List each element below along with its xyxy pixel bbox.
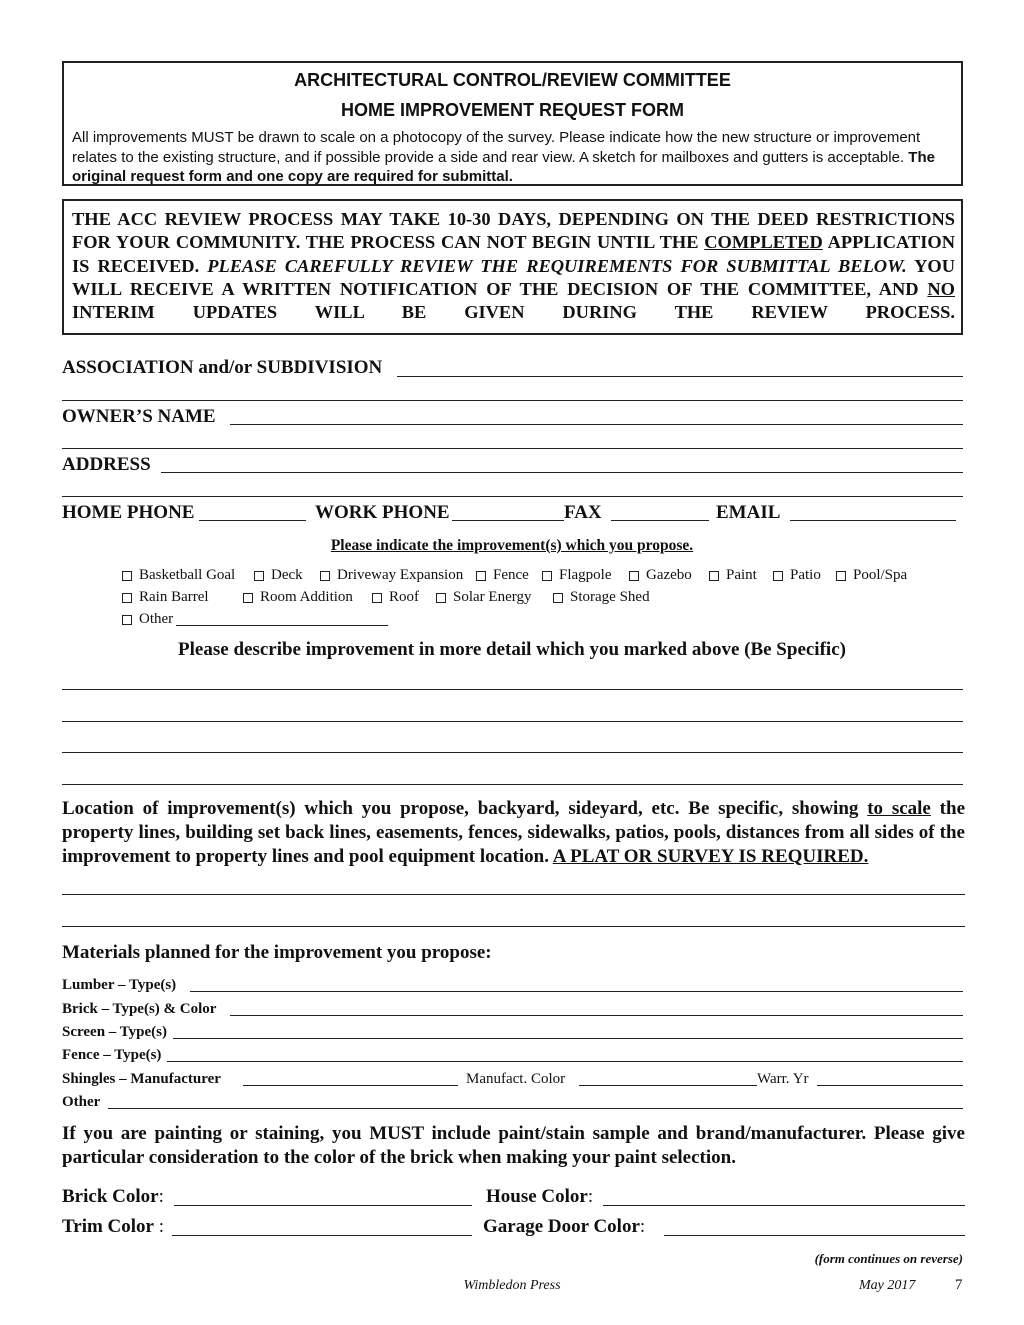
describe-line-2[interactable] — [62, 721, 963, 722]
option-label: Flagpole — [559, 567, 612, 583]
screen-line[interactable] — [173, 1038, 963, 1039]
manufact-color-line[interactable] — [579, 1085, 757, 1086]
email-line[interactable] — [790, 520, 956, 521]
checkbox-paint[interactable] — [709, 567, 757, 584]
checkbox-icon[interactable] — [320, 571, 330, 581]
brick-color-label: Brick Color: — [62, 1186, 164, 1207]
brick-color-text: Brick Color — [62, 1186, 159, 1207]
option-label: Solar Energy — [453, 589, 532, 605]
location-text — [62, 797, 965, 869]
checkbox-icon[interactable] — [372, 593, 382, 603]
notice-part2: APPLICATION IS RECEIVED. — [72, 232, 955, 276]
location-line-1[interactable] — [62, 894, 965, 895]
owner-label: OWNER’S NAME — [62, 406, 216, 427]
home-phone-label: HOME PHONE — [62, 502, 195, 523]
checkbox-icon[interactable] — [709, 571, 719, 581]
option-label: Roof — [389, 589, 419, 605]
option-label: Storage Shed — [570, 589, 650, 605]
work-phone-line[interactable] — [452, 520, 564, 521]
checkbox-icon[interactable] — [836, 571, 846, 581]
checkbox-icon[interactable] — [542, 571, 552, 581]
fence-type-line[interactable] — [167, 1061, 963, 1062]
describe-heading: Please describe improvement in more detail which you marked above (Be Specific) — [178, 639, 846, 660]
form-subtitle: HOME IMPROVEMENT REQUEST FORM — [340, 100, 684, 120]
checkbox-storage-shed[interactable] — [553, 589, 650, 606]
improvements-heading — [0, 537, 1024, 555]
association-line[interactable] — [397, 376, 963, 377]
notice-text — [72, 208, 955, 324]
describe-line-4[interactable] — [62, 784, 963, 785]
lumber-label: Lumber – Type(s) — [62, 977, 177, 993]
checkbox-icon[interactable] — [773, 571, 783, 581]
describe-line-3[interactable] — [62, 752, 963, 753]
checkbox-patio[interactable] — [773, 567, 821, 584]
location-part1: Location of improvement(s) which you propose, backyard, sideyard, etc. Be specific, showing — [62, 798, 859, 819]
option-label: Fence — [493, 567, 529, 583]
checkbox-flagpole[interactable] — [542, 567, 612, 584]
intro-bold: The original request form and one copy are required for submittal. — [72, 148, 935, 185]
checkbox-room-addition[interactable] — [243, 589, 353, 606]
location-line-2[interactable] — [62, 926, 965, 927]
work-phone-label: WORK PHONE — [315, 502, 450, 523]
fence-type-label: Fence – Type(s) — [62, 1047, 162, 1063]
option-label: Basketball Goal — [139, 567, 236, 583]
option-label: Other — [139, 611, 174, 627]
address-label: ADDRESS — [62, 454, 151, 475]
shingles-label: Shingles – Manufacturer — [62, 1071, 221, 1087]
owner-line[interactable] — [230, 424, 963, 425]
materials-heading: Materials planned for the improvement you propose: — [62, 942, 492, 963]
house-color-label: House Color: — [486, 1186, 594, 1207]
notice-completed: COMPLETED — [704, 232, 823, 253]
notice-part3: YOU WILL RECEIVE A WRITTEN NOTIFICATION OF THE DECISION OF THE COMMITTEE, AND — [72, 255, 955, 299]
manufact-color-label: Manufact. Color — [466, 1071, 566, 1087]
notice-italic: PLEASE CAREFULLY REVIEW THE REQUIREMENTS FOR SUBMITTAL BELOW. — [207, 255, 907, 276]
notice-part1: THE ACC REVIEW PROCESS MAY TAKE 10-30 DAYS, DEPENDING ON THE DEED RESTRICTIONS FOR YOUR COMMUNITY. THE PROCESS CAN NOT BEGIN UNTIL THE — [72, 209, 955, 253]
checkbox-gazebo[interactable] — [629, 567, 692, 584]
trim-color-text: Trim Color — [62, 1216, 154, 1237]
notice-part4: INTERIM UPDATES WILL BE GIVEN DURING THE REVIEW PROCESS. — [72, 302, 955, 323]
address-line[interactable] — [161, 472, 963, 473]
garage-color-label: Garage Door Color: — [483, 1216, 646, 1237]
checkbox-icon[interactable] — [122, 571, 132, 581]
owner-line-2[interactable] — [62, 448, 963, 449]
option-label: Room Addition — [260, 589, 353, 605]
paint-note: If you are painting or staining, you MUST include paint/stain sample and brand/manufacturer. Please give particular consideration to the color of the brick when making your paint selection. — [62, 1123, 965, 1168]
publisher: Wimbledon Press — [463, 1278, 561, 1293]
brick-color-line[interactable] — [174, 1205, 472, 1206]
footer-date: May 2017 — [859, 1278, 916, 1293]
checkbox-icon[interactable] — [476, 571, 486, 581]
trim-color-line[interactable] — [172, 1235, 472, 1236]
fax-line[interactable] — [611, 520, 709, 521]
house-color-line[interactable] — [603, 1205, 965, 1206]
checkbox-icon[interactable] — [243, 593, 253, 603]
home-phone-line[interactable] — [199, 520, 306, 521]
location-required: A PLAT OR SURVEY IS REQUIRED. — [552, 846, 869, 867]
garage-color-line[interactable] — [664, 1235, 965, 1236]
option-label: Paint — [726, 567, 757, 583]
other-material-label: Other — [62, 1094, 101, 1110]
checkbox-icon[interactable] — [254, 571, 264, 581]
option-label: Deck — [271, 567, 303, 583]
header-box — [62, 61, 963, 186]
notice-box — [62, 199, 963, 335]
fax-label: FAX — [564, 502, 602, 523]
checkbox-basketball-goal[interactable] — [122, 567, 235, 584]
association-label: ASSOCIATION and/or SUBDIVISION — [62, 357, 383, 378]
checkbox-other[interactable] — [122, 611, 173, 628]
checkbox-icon[interactable] — [122, 615, 132, 625]
warranty-label: Warr. Yr — [757, 1071, 809, 1087]
describe-line-1[interactable] — [62, 689, 963, 690]
checkbox-driveway-expansion[interactable] — [320, 567, 463, 584]
form-continues-note: (form continues on reverse) — [814, 1251, 963, 1266]
option-label: Gazebo — [646, 567, 692, 583]
trim-color-label: Trim Color : — [62, 1216, 165, 1237]
checkbox-fence[interactable] — [476, 567, 529, 584]
location-to-scale: to scale — [867, 798, 931, 819]
shingles-line[interactable] — [243, 1085, 458, 1086]
email-label: EMAIL — [716, 502, 781, 523]
brick-type-label: Brick – Type(s) & Color — [62, 1001, 217, 1017]
checkbox-rain-barrel[interactable] — [122, 589, 209, 606]
improvements-heading-text: Please indicate the improvement(s) which you propose. — [330, 537, 694, 554]
page-number: 7 — [955, 1277, 963, 1293]
option-label: Pool/Spa — [853, 567, 908, 583]
house-color-text: House Color — [486, 1186, 588, 1207]
checkbox-pool-spa[interactable] — [836, 567, 907, 584]
checkbox-roof[interactable] — [372, 589, 419, 606]
association-line-2[interactable] — [62, 400, 963, 401]
checkbox-deck[interactable] — [254, 567, 303, 584]
other-line[interactable] — [176, 625, 388, 626]
form-title: ARCHITECTURAL CONTROL/REVIEW COMMITTEE — [294, 70, 731, 90]
option-label: Driveway Expansion — [337, 567, 464, 583]
option-label: Patio — [790, 567, 821, 583]
checkbox-icon[interactable] — [436, 593, 446, 603]
checkbox-icon[interactable] — [122, 593, 132, 603]
location-part2: the property lines, building set back lines, easements, fences, sidewalks, patios, pools, distances from all sides of the improvement to property lines and pool equipment location. — [62, 798, 965, 867]
intro-text — [72, 128, 951, 187]
garage-color-text: Garage Door Color — [483, 1216, 640, 1237]
screen-label: Screen – Type(s) — [62, 1024, 167, 1040]
other-material-line[interactable] — [108, 1108, 963, 1109]
checkbox-icon[interactable] — [553, 593, 563, 603]
address-line-2[interactable] — [62, 496, 963, 497]
checkbox-solar-energy[interactable] — [436, 589, 531, 606]
warranty-line[interactable] — [817, 1085, 963, 1086]
intro-body: All improvements MUST be drawn to scale on a photocopy of the survey. Please indicate how the new structure or improvement relates to the existing structure, and if possible provide a side and rear view. A sketch for mailboxes and gutters is acceptable. — [72, 129, 921, 166]
lumber-line[interactable] — [190, 991, 963, 992]
brick-type-line[interactable] — [230, 1015, 963, 1016]
option-label: Rain Barrel — [139, 589, 209, 605]
checkbox-icon[interactable] — [629, 571, 639, 581]
notice-no: NO — [927, 278, 955, 299]
